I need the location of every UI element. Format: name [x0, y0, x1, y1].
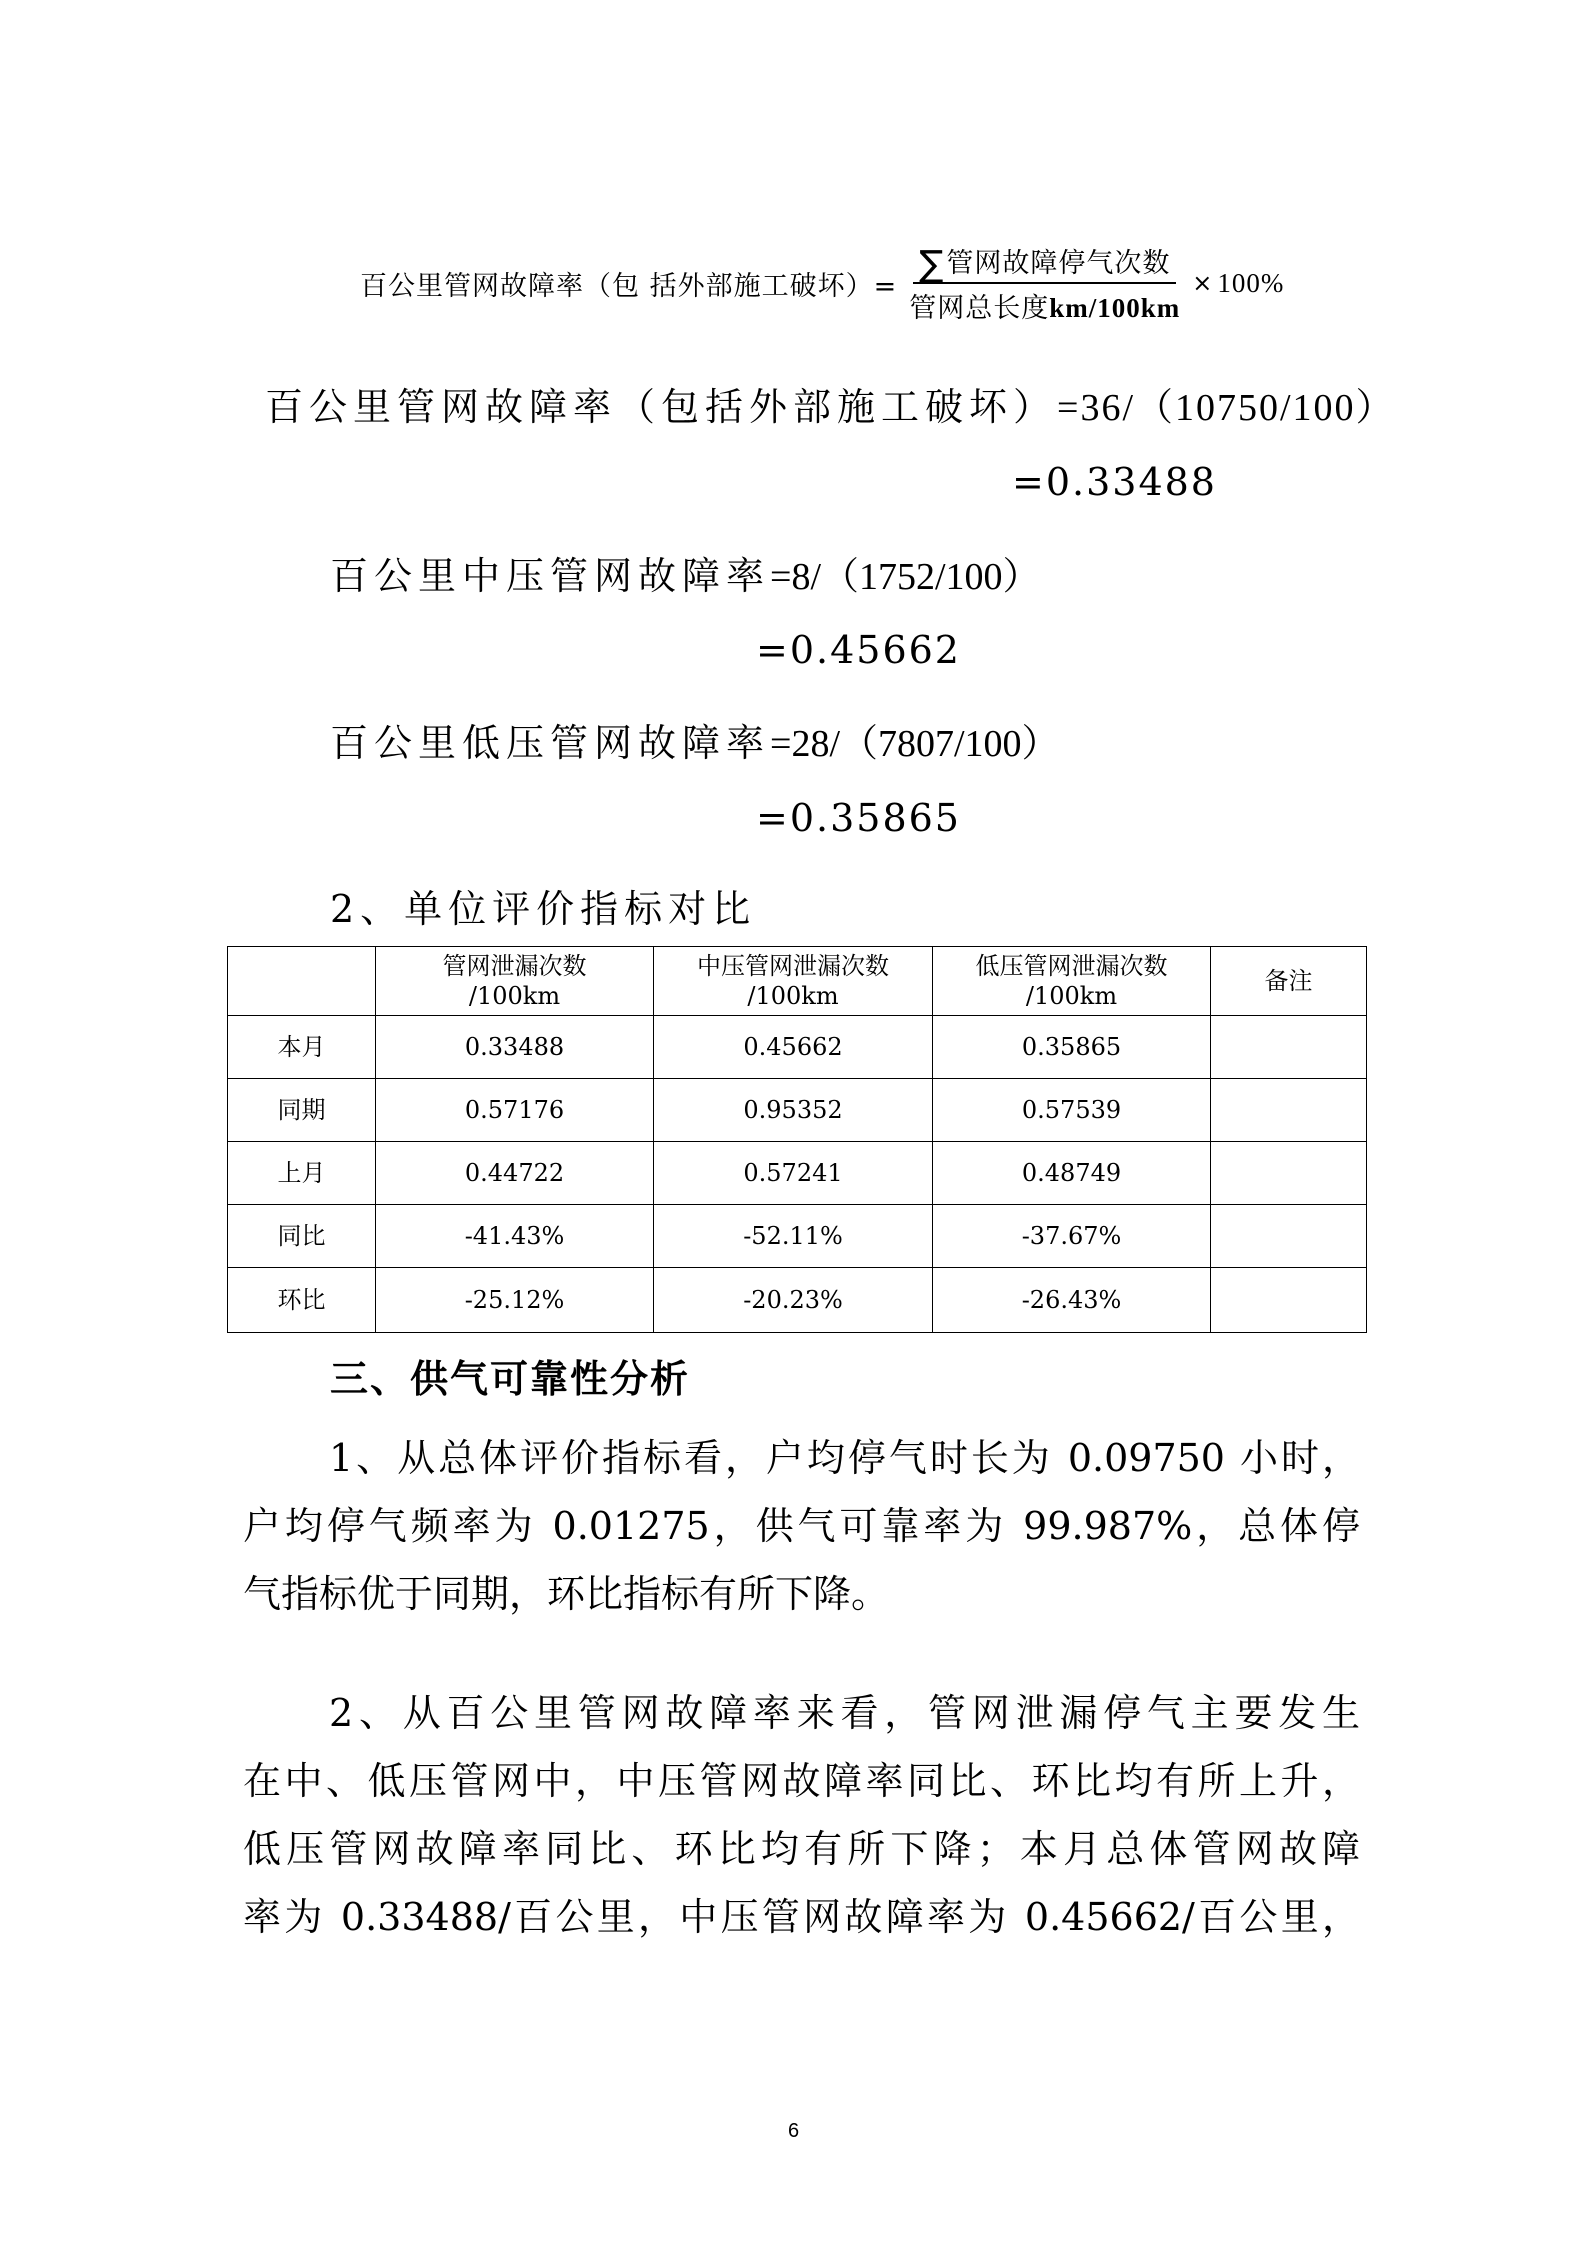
paragraph-line: 2、从百公里管网故障率来看，管网泄漏停气主要发生	[329, 1691, 1360, 1735]
table-header-cell: 管网泄漏次数 /100km	[376, 947, 654, 1016]
table-cell: 0.35865	[933, 1016, 1211, 1079]
paragraph-line: 1、从总体评价指标看，户均停气时长为 0.09750 小时，	[329, 1436, 1360, 1480]
calc-total-result: =0.33488	[1012, 460, 1217, 504]
table-row	[228, 1142, 1367, 1205]
table-cell: 0.48749	[933, 1142, 1211, 1205]
formula-numerator	[913, 241, 1176, 284]
formula-lhs: 百公里管网故障率（包 括外部施工破坏）=	[360, 270, 898, 302]
table-header-cell: 备注	[1211, 947, 1367, 1016]
calc-low-expr: =28/（7807/100）	[770, 723, 1060, 765]
calc-low	[330, 712, 1060, 767]
table-cell	[1211, 1016, 1367, 1079]
formula-percent: 100%	[1217, 267, 1285, 298]
calc-total-expr: =36/（10750/100）	[1057, 387, 1396, 429]
table-row	[228, 1079, 1367, 1142]
table-header-cell	[228, 947, 376, 1016]
row-label: 环比	[228, 1268, 376, 1333]
formula	[360, 238, 1284, 328]
table-row	[228, 1016, 1367, 1079]
calc-medium-expr: =8/（1752/100）	[770, 556, 1041, 598]
table-cell: 0.57176	[376, 1079, 654, 1142]
calc-total	[265, 376, 1396, 431]
table-cell: -41.43%	[376, 1205, 654, 1268]
calc-low-result: =0.35865	[756, 796, 961, 840]
calc-low-label: 百公里低压管网故障率	[330, 721, 771, 765]
calc-medium	[330, 545, 1041, 600]
paragraph-line: 在中、低压管网中，中压管网故障率同比、环比均有所上升，	[243, 1759, 1360, 1803]
page-number: 6	[787, 2120, 800, 2142]
row-label: 本月	[228, 1016, 376, 1079]
table-cell: 0.45662	[654, 1016, 933, 1079]
section-title: 2、单位评价指标对比	[330, 887, 757, 931]
table-cell	[1211, 1205, 1367, 1268]
comparison-table	[227, 946, 1367, 1333]
calc-total-label: 百公里管网故障率（包括外部施工破坏）	[265, 385, 1058, 429]
table-cell	[1211, 1142, 1367, 1205]
table-cell: -25.12%	[376, 1268, 654, 1333]
table-row	[228, 1205, 1367, 1268]
times-symbol: ×	[1192, 269, 1214, 297]
table-header-row	[228, 947, 1367, 1016]
section-heading: 三、供气可靠性分析	[330, 1357, 691, 1401]
table-cell: 0.57241	[654, 1142, 933, 1205]
table-cell: 0.57539	[933, 1079, 1211, 1142]
sigma-symbol: ∑	[919, 244, 945, 285]
table-cell: -37.67%	[933, 1205, 1211, 1268]
paragraph-line: 低压管网故障率同比、环比均有所下降；本月总体管网故障	[243, 1827, 1360, 1871]
paragraph-overall	[243, 1424, 1360, 1628]
table-cell	[1211, 1268, 1367, 1333]
table-cell: -26.43%	[933, 1268, 1211, 1333]
table-cell: -52.11%	[654, 1205, 933, 1268]
table-cell: 0.44722	[376, 1142, 654, 1205]
paragraph-line: 率为 0.33488/百公里，中压管网故障率为 0.45662/百公里，	[243, 1895, 1360, 1939]
calc-medium-label: 百公里中压管网故障率	[330, 554, 771, 598]
table-row	[228, 1268, 1367, 1333]
formula-numerator-text: 管网故障停气次数	[946, 248, 1171, 279]
paragraph-line: 户均停气频率为 0.01275，供气可靠率为 99.987%，总体停	[243, 1504, 1360, 1548]
table-cell	[1211, 1079, 1367, 1142]
table-header-cell: 低压管网泄漏次数 /100km	[933, 947, 1211, 1016]
formula-denominator-text: 管网总长度	[909, 293, 1050, 324]
row-label: 上月	[228, 1142, 376, 1205]
formula-fraction	[903, 241, 1186, 325]
formula-denominator	[903, 284, 1186, 325]
table-header-cell: 中压管网泄漏次数 /100km	[654, 947, 933, 1016]
table-cell: 0.95352	[654, 1079, 933, 1142]
paragraph-failure-rate	[243, 1679, 1360, 1951]
calc-medium-result: =0.45662	[756, 628, 961, 672]
paragraph-line: 气指标优于同期，环比指标有所下降。	[243, 1572, 890, 1616]
row-label: 同比	[228, 1205, 376, 1268]
formula-denominator-unit: km/100km	[1049, 293, 1181, 323]
row-label: 同期	[228, 1079, 376, 1142]
table-cell: -20.23%	[654, 1268, 933, 1333]
table-cell: 0.33488	[376, 1016, 654, 1079]
